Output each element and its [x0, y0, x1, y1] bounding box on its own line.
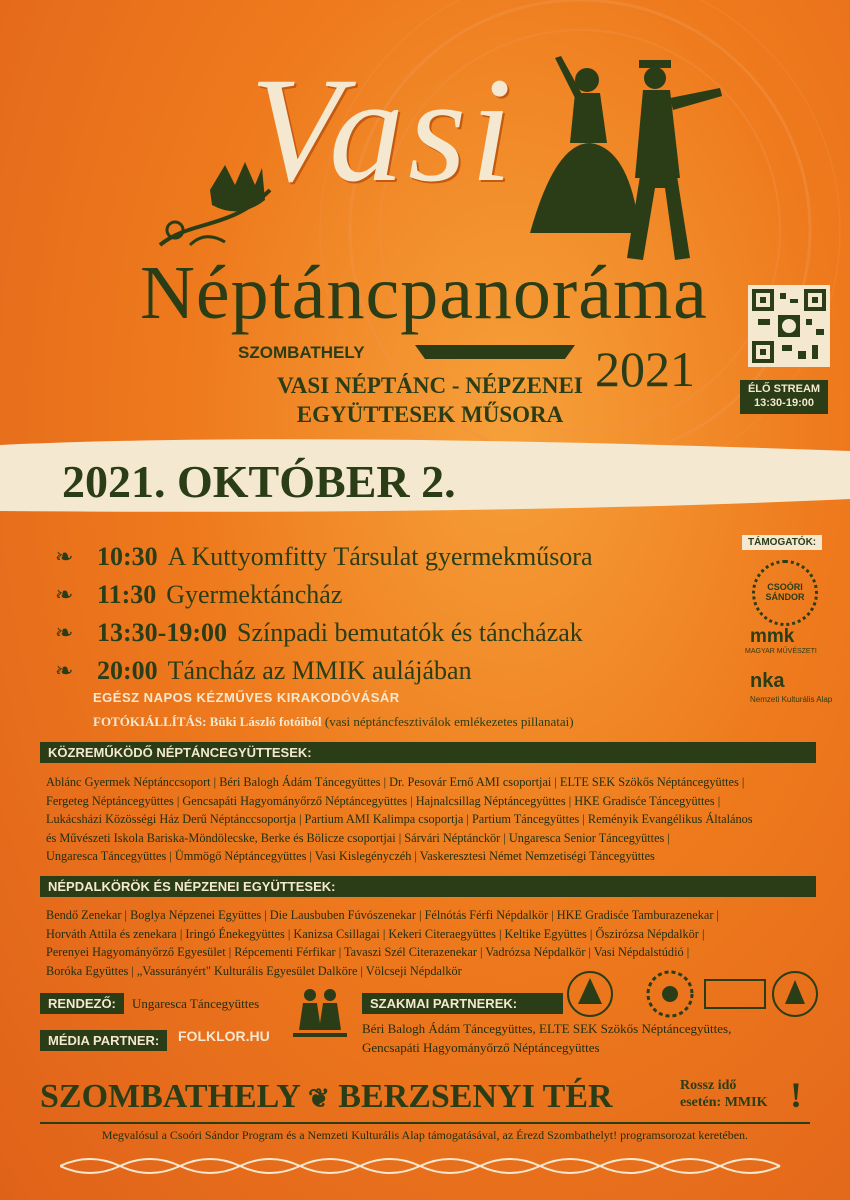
schedule-item: [55, 576, 593, 614]
stream-time: 13:30-19:00: [754, 396, 814, 409]
partners-line-2: Gencsapáti Hagyományőrző Néptáncegyüttes: [362, 1039, 600, 1055]
partners-label: SZAKMAI PARTNEREK:: [362, 993, 563, 1014]
nka-logo-subtitle: Nemzeti Kulturális Alap: [750, 695, 833, 704]
music-groups-heading: NÉPDALKÖRÖK ÉS NÉPZENEI EGYÜTTESEK:: [40, 876, 816, 897]
organizer-value: Ungaresca Táncegyüttes: [132, 996, 260, 1011]
dance-groups-heading: KÖZREMŰKÖDŐ NÉPTÁNCEGYÜTTESEK:: [40, 742, 816, 763]
city-label: SZOMBATHELY: [238, 343, 365, 362]
schedule-time: 11:30: [97, 580, 157, 609]
subtitle: [250, 372, 610, 430]
photo-author: Büki László fotóiból: [209, 714, 322, 729]
dance-groups-line: Lukácsházi Közösségi Ház Derű Néptánccsoportja | Partium AMI Kalimpa csoportja | Partium Táncegyüttes | Reményik Evangélikus Általános: [46, 812, 753, 826]
partner-logos: [560, 968, 830, 1020]
schedule-item: [55, 538, 593, 576]
qr-code-icon[interactable]: [748, 285, 830, 367]
title-vasi: Vasi: [250, 47, 517, 213]
media-partner-label: MÉDIA PARTNER:: [40, 1030, 167, 1051]
dancers-silhouette-icon: [515, 48, 745, 278]
dance-groups-line: Ablánc Gyermek Néptánccsoport | Béri Balogh Ádám Táncegyüttes | Dr. Pesovár Ernő AMI csoportjai | ELTE SEK Szökős Néptáncegyüttes |: [46, 775, 745, 789]
folklor-logo: FOLKLOR.HU: [178, 1028, 270, 1044]
photo-label: FOTÓKIÁLLÍTÁS:: [93, 714, 207, 729]
venue-city: SZOMBATHELY: [40, 1078, 300, 1115]
sponsors-label: TÁMOGATÓK:: [742, 535, 822, 550]
schedule-text: Gyermektáncház: [166, 580, 343, 609]
footer-text: Megvalósul a Csoóri Sándor Program és a Nemzeti Kulturális Alap támogatásával, az Érezd Szombathelyt! programsorozat keretében.: [101, 1128, 749, 1142]
schedule-time: 13:30-19:00: [97, 618, 227, 647]
subtitle-line-1: VASI NÉPTÁNC - NÉPZENEI: [277, 373, 583, 398]
leaf-bullet-icon: ❧: [55, 582, 74, 607]
dance-groups-line: Ungaresca Táncegyüttes | Ümmögő Néptáncegyüttes | Vasi Kislegényczéh | Vaskeresztesi Német Nemzetiségi Táncegyüttes: [46, 849, 655, 863]
nka-logo: nka: [750, 670, 785, 692]
schedule-time: 10:30: [97, 542, 158, 571]
sun-ornament-icon: [415, 345, 575, 359]
organizer-label: RENDEZŐ:: [40, 993, 124, 1014]
title-main: Néptáncpanoráma: [140, 251, 708, 335]
schedule-item: [55, 614, 593, 652]
leaf-bullet-icon: ❧: [55, 544, 74, 569]
bad-weather-note: [680, 1078, 767, 1112]
csoori-logo: CSOÓRI SÁNDOR: [752, 560, 818, 626]
dance-groups-line: és Művészeti Iskola Bariska-Möndölecske, Berke és Bölicze csoportjai | Sárvári Néptánckör | Ungaresca Senior Táncegyüttes |: [46, 830, 670, 845]
event-date: 2021. OKTÓBER 2.: [62, 456, 456, 507]
dance-groups-line: Fergeteg Néptáncegyüttes | Gencsapáti Hagyományőrző Néptáncegyüttes | Hajnalcsillag Néptáncegyüttes | HKE Gradisće Táncegyüttes |: [46, 793, 721, 808]
venue-title: [40, 1078, 613, 1116]
year-label: 2021: [595, 341, 695, 397]
music-groups-line: Bendő Zenekar | Boglya Népzenei Együttes | Die Lausbuben Fúvószenekar | Félnótás Férfi Népdalkör | HKE Gradisće Tamburazenekar |: [46, 908, 719, 922]
schedule-item: [55, 652, 593, 690]
bad-weather-line-2: esetén: MMIK: [680, 1094, 768, 1110]
music-groups-line: Boróka Együttes | „Vassurányért" Kulturális Egyesület Dalköre | Völcseji Népdalkör: [46, 963, 462, 978]
schedule-text: Táncház az MMIK aulájában: [167, 656, 472, 685]
partners-line-1: Béri Balogh Ádám Táncegyüttes, ELTE SEK Szökős Néptáncegyüttes,: [362, 1021, 732, 1036]
stream-label: ÉLŐ STREAM: [747, 383, 821, 395]
mmk-logo-subtitle: MAGYAR MŰVÉSZETI: [745, 648, 817, 655]
music-groups-line: Horváth Attila és zenekara | Iringó Énekegyüttes | Kanizsa Csillagai | Kekeri Citeraegyüttes | Keltike Együttes | Őszirózsa Népdalkör |: [46, 926, 705, 941]
venue-square: BERZSENYI TÉR: [338, 1078, 613, 1115]
schedule-time: 20:00: [97, 656, 158, 685]
divider: [40, 1122, 810, 1124]
subtitle-line-2: EGYÜTTESEK MŰSORA: [296, 401, 564, 427]
ungaresca-logo: [285, 985, 355, 1045]
mmk-logo: mmk: [750, 626, 795, 647]
photo-note: (vasi néptáncfesztiválok emlékezetes pillanatai): [324, 714, 574, 729]
bad-weather-line-1: Rossz idő: [680, 1078, 737, 1093]
schedule-list: [55, 538, 593, 690]
live-stream-badge: [740, 380, 828, 414]
leaf-bullet-icon: ❧: [55, 620, 74, 645]
partners-list: [362, 1020, 731, 1057]
schedule-text: Színpadi bemutatók és táncházak: [236, 618, 583, 647]
dance-groups-list: [46, 773, 806, 866]
exclamation-mark: !: [790, 1075, 802, 1115]
music-groups-line: Perenyei Hagyományőrző Egyesület | Répcementi Férfikar | Tavaszi Szél Citerazenekar | Vadrózsa Népdalkör | Vasi Népdalstúdió |: [46, 945, 690, 959]
craft-fair: EGÉSZ NAPOS KÉZMŰVES KIRAKODÓVÁSÁR: [93, 690, 400, 705]
photo-exhibition: [93, 714, 574, 730]
schedule-text: A Kuttyomfitty Társulat gyermekműsora: [167, 542, 593, 571]
footer-ornament: [60, 1152, 790, 1180]
leaf-bullet-icon: ❧: [55, 658, 74, 683]
leaf-bullet-icon: ❦: [307, 1084, 330, 1113]
